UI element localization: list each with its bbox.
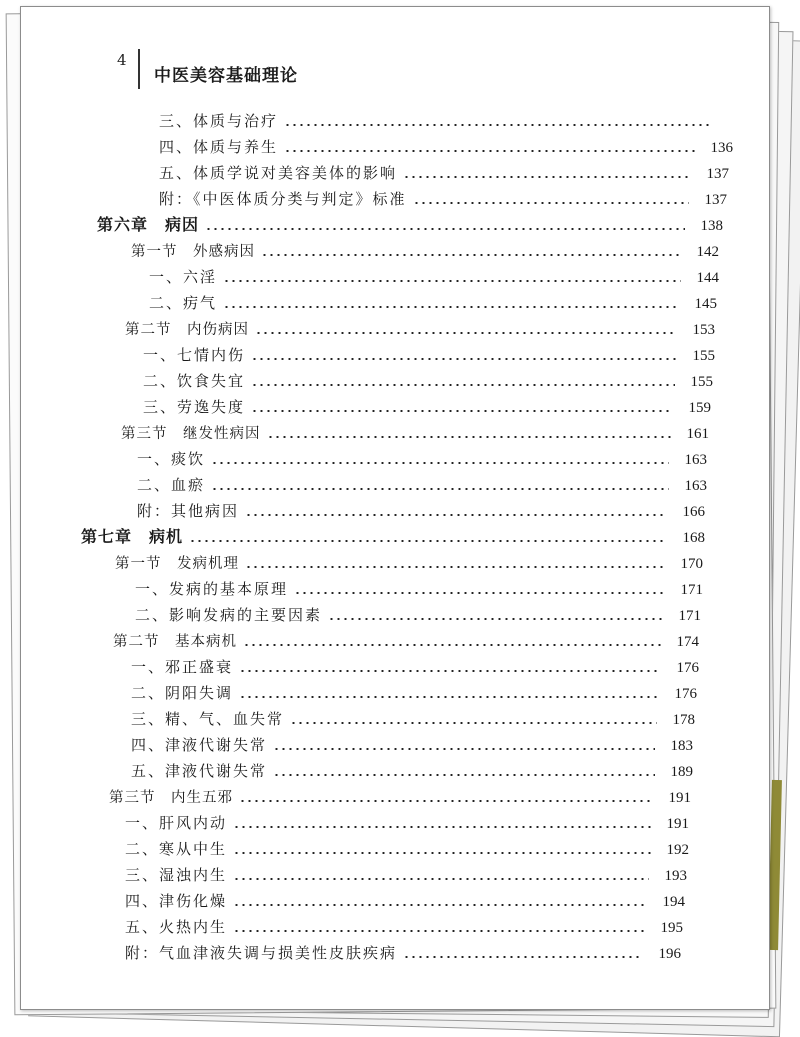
section-title: 第一节 发病机理	[115, 556, 239, 572]
toc-entry[interactable]	[125, 833, 689, 859]
dot-leader	[245, 514, 667, 516]
dot-leader	[290, 722, 657, 724]
subsection-title: 三、精、气、血失常	[131, 710, 285, 728]
toc-entry[interactable]	[121, 417, 709, 443]
subsection-title: 四、体质与养生	[159, 138, 279, 156]
toc-entry[interactable]	[135, 573, 703, 599]
chapter-title: 第七章 病机	[81, 527, 184, 546]
dot-leader	[284, 150, 695, 152]
dot-leader	[255, 332, 677, 334]
dot-leader	[251, 410, 673, 412]
dot-leader	[189, 540, 667, 542]
toc-entry[interactable]	[115, 547, 703, 573]
subsection-title: 附：气血津液失调与损美性皮肤疾病	[125, 944, 398, 962]
toc-entry[interactable]	[149, 261, 719, 287]
subsection-title: 二、阴阳失调	[131, 684, 234, 702]
toc-page-number: 170	[680, 556, 703, 572]
toc-page-number: 166	[682, 504, 705, 520]
subsection-title: 五、火热内生	[125, 918, 228, 936]
toc-entry[interactable]	[125, 807, 689, 833]
toc-entry[interactable]	[131, 729, 693, 755]
subsection-title: 二、血瘀	[137, 476, 206, 494]
toc-page-number: 136	[710, 140, 733, 156]
toc-entry[interactable]	[97, 209, 723, 235]
subsection-title: 三、劳逸失度	[143, 398, 246, 416]
section-title: 第一节 外感病因	[131, 244, 255, 260]
toc-entry[interactable]	[131, 235, 719, 261]
dot-leader	[233, 930, 645, 932]
toc-entry[interactable]	[131, 651, 699, 677]
subsection-title: 四、津伤化燥	[125, 892, 228, 910]
dot-leader	[233, 904, 647, 906]
dot-leader	[233, 852, 651, 854]
toc-entry[interactable]	[149, 287, 717, 313]
toc-entry[interactable]	[125, 911, 683, 937]
dot-leader	[233, 878, 649, 880]
toc-page-number: 153	[692, 322, 715, 338]
subsection-title: 二、疠气	[149, 294, 218, 312]
chapter-title: 第六章 病因	[97, 215, 200, 234]
dot-leader	[245, 566, 665, 568]
toc-entry[interactable]	[159, 183, 727, 209]
toc-page-number: 159	[688, 400, 711, 416]
toc-entry[interactable]	[143, 365, 713, 391]
subsection-title: 五、津液代谢失常	[131, 762, 268, 780]
toc-page-number: 189	[670, 764, 693, 780]
page-number: 4	[117, 51, 127, 69]
dot-leader	[211, 462, 669, 464]
toc-page-number: 145	[694, 296, 717, 312]
dot-leader	[243, 644, 661, 646]
subsection-title: 一、痰饮	[137, 450, 206, 468]
toc-page-number: 191	[668, 790, 691, 806]
dot-leader	[239, 800, 653, 802]
toc-entry[interactable]	[81, 521, 705, 547]
toc-page-number: 155	[690, 374, 713, 390]
toc-entry[interactable]	[125, 859, 687, 885]
dot-leader	[211, 488, 669, 490]
dot-leader	[233, 826, 651, 828]
toc-entry[interactable]	[125, 313, 715, 339]
toc-entry[interactable]	[135, 599, 701, 625]
toc-entry[interactable]	[159, 157, 729, 183]
subsection-title: 三、体质与治疗	[159, 112, 279, 130]
dot-leader	[267, 436, 672, 438]
toc-entry[interactable]	[125, 937, 681, 963]
section-title: 第二节 基本病机	[113, 634, 237, 650]
toc-page-number: 192	[666, 842, 689, 858]
book-title: 中医美容基础理论	[154, 66, 298, 86]
dot-leader	[403, 176, 691, 178]
toc-entry[interactable]	[159, 105, 749, 131]
subsection-title: 二、饮食失宜	[143, 372, 246, 390]
subsection-title: 一、肝风内动	[125, 814, 228, 832]
toc-page-number: 137	[704, 192, 727, 208]
section-title: 第三节 内生五邪	[109, 790, 233, 806]
dot-leader	[284, 124, 711, 126]
subsection-title: 二、寒从中生	[125, 840, 228, 858]
subsection-title: 一、邪正盛衰	[131, 658, 234, 676]
subsection-title: 四、津液代谢失常	[131, 736, 268, 754]
toc-entry[interactable]	[143, 391, 711, 417]
toc-page-number: 137	[706, 166, 729, 182]
toc-page-number: 178	[672, 712, 695, 728]
toc-page-number: 161	[686, 426, 709, 442]
toc-entry[interactable]	[137, 443, 707, 469]
toc-page-number: 183	[670, 738, 693, 754]
toc-page-number: 194	[662, 894, 685, 910]
dot-leader	[294, 592, 665, 594]
header-divider	[138, 49, 140, 89]
toc-entry[interactable]	[131, 755, 693, 781]
toc-page-number: 155	[692, 348, 715, 364]
toc-page-number: 193	[664, 868, 687, 884]
dot-leader	[205, 228, 685, 230]
toc-page-number: 176	[674, 686, 697, 702]
subsection-title: 三、湿浊内生	[125, 866, 228, 884]
toc-page-number: 168	[682, 530, 705, 546]
dot-leader	[403, 956, 643, 958]
toc-entry[interactable]	[125, 885, 685, 911]
dot-leader	[413, 202, 689, 204]
dot-leader	[273, 748, 655, 750]
subsection-title: 一、七情内伤	[143, 346, 246, 364]
toc-page-number: 171	[680, 582, 703, 598]
toc-page-number: 163	[684, 452, 707, 468]
dot-leader	[273, 774, 655, 776]
toc-entry[interactable]	[143, 339, 715, 365]
dot-leader	[251, 384, 675, 386]
section-title: 第三节 继发性病因	[121, 426, 261, 442]
toc-page-number: 142	[696, 244, 719, 260]
toc-page-number: 171	[678, 608, 701, 624]
dot-leader	[261, 254, 681, 256]
dot-leader	[251, 358, 677, 360]
toc-entry[interactable]	[131, 703, 695, 729]
subsection-title: 一、发病的基本原理	[135, 580, 289, 598]
toc-page-number: 195	[660, 920, 683, 936]
toc-entry[interactable]	[109, 781, 691, 807]
subsection-title: 二、影响发病的主要因素	[135, 606, 323, 624]
toc-page-number: 174	[676, 634, 699, 650]
toc-entry[interactable]	[131, 677, 697, 703]
toc-page-number: 163	[684, 478, 707, 494]
dot-leader	[223, 280, 681, 282]
toc-entry[interactable]	[137, 469, 707, 495]
dot-leader	[239, 696, 659, 698]
toc-entry[interactable]	[137, 495, 705, 521]
toc-page-number: 196	[658, 946, 681, 962]
dot-leader	[239, 670, 661, 672]
dot-leader	[223, 306, 679, 308]
section-title: 第二节 内伤病因	[125, 322, 249, 338]
subsection-title: 附：《中医体质分类与判定》标准	[159, 190, 407, 208]
toc-page-number: 191	[666, 816, 689, 832]
toc-page-number: 138	[700, 218, 723, 234]
dot-leader	[328, 618, 663, 620]
toc-page-number: 176	[676, 660, 699, 676]
toc-page	[20, 6, 770, 1010]
subsection-title: 附：其他病因	[137, 502, 240, 520]
subsection-title: 一、六淫	[149, 268, 218, 286]
toc-entry[interactable]	[159, 131, 733, 157]
toc-entry[interactable]	[113, 625, 699, 651]
subsection-title: 五、体质学说对美容美体的影响	[159, 164, 398, 182]
toc-page-number: 144	[696, 270, 719, 286]
